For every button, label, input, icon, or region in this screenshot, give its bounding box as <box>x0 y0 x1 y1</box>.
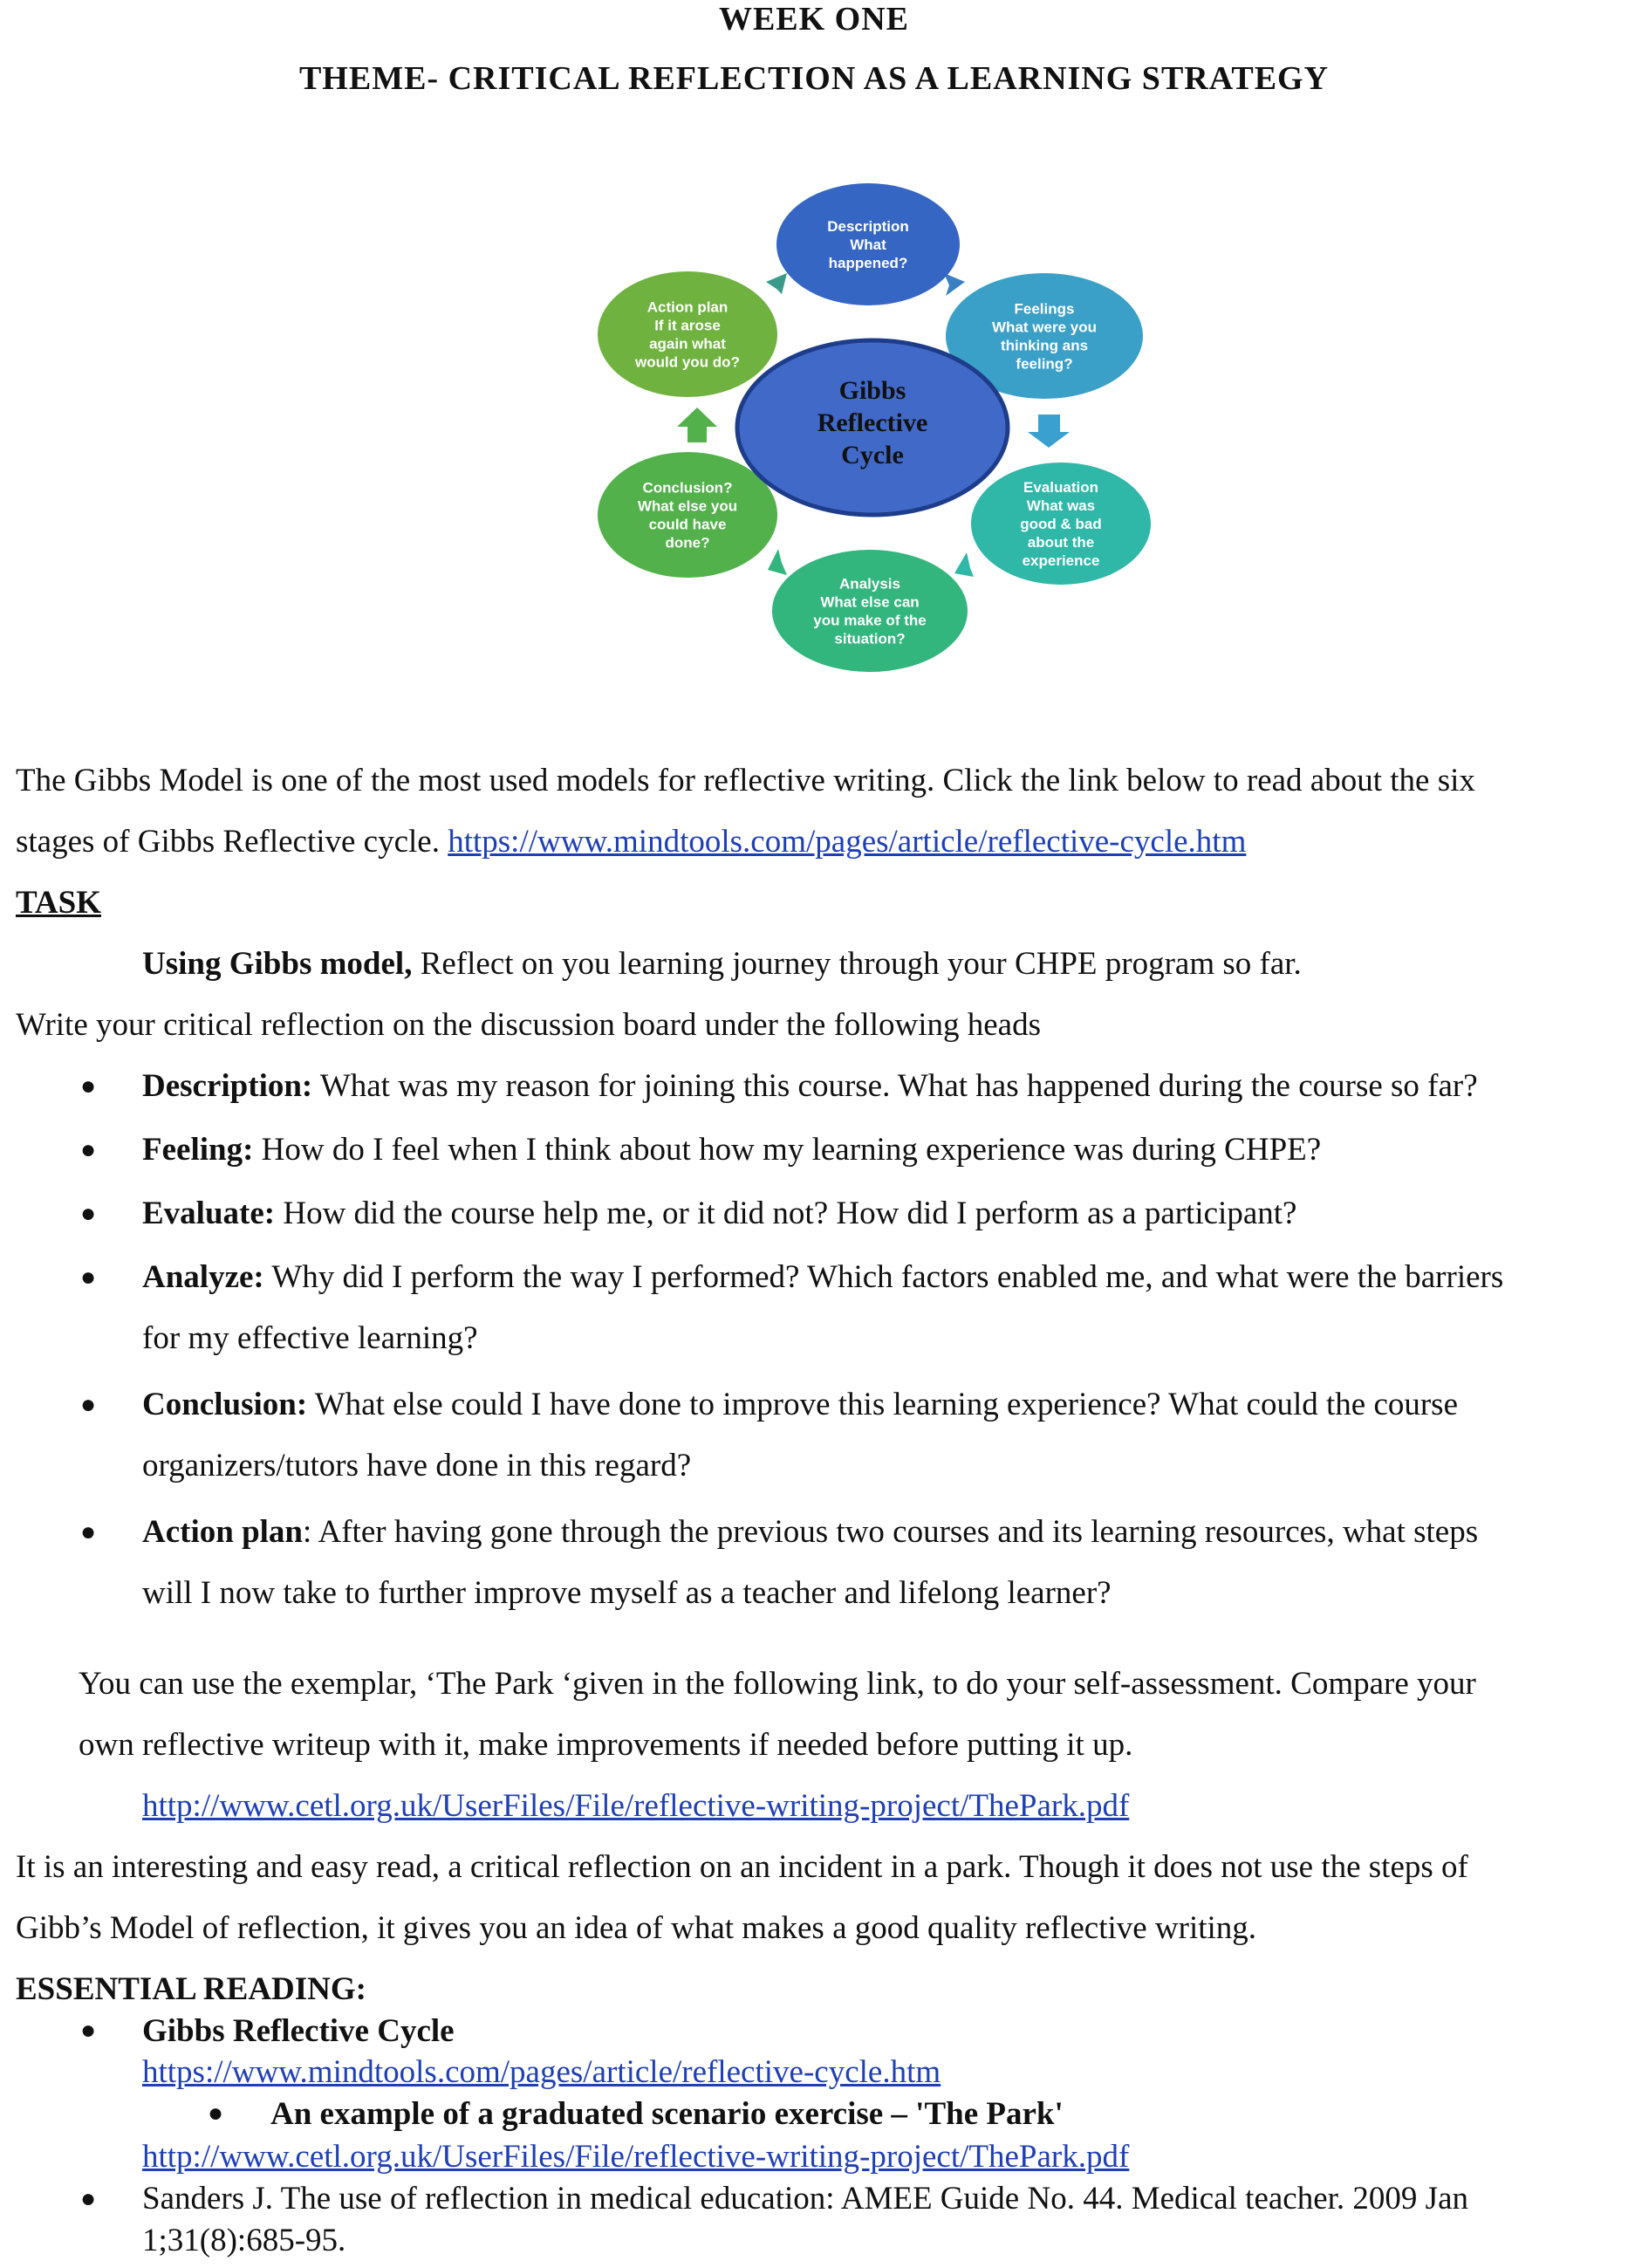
cycle-node-analysis-line: situation? <box>834 630 906 648</box>
head-bullet: ● <box>80 1390 97 1419</box>
cycle-node-analysis <box>772 550 968 672</box>
head-item <box>142 1515 1478 1550</box>
task-instruction-text: Reflect on you learning journey through your CHPE program so far. <box>412 946 1302 982</box>
reading-item-3-line-1: Sanders J. The use of reflection in medical education: AMEE Guide No. 44. Medical teacher. 2009 Jan <box>142 2181 1468 2217</box>
cycle-node-description-line: What <box>850 236 886 253</box>
head-continuation: for my effective learning? <box>142 1320 478 1356</box>
center-label-line3: Cycle <box>841 441 904 469</box>
head-continuation: will I now take to further improve myself as a teacher and lifelong learner? <box>142 1575 1112 1611</box>
reading-item-2-title: An example of a graduated scenario exercise – 'The Park' <box>270 2096 1064 2132</box>
arrow-conclusion-to-action <box>677 408 717 442</box>
cycle-node-action <box>598 271 777 397</box>
reading-item-1-link[interactable]: https://www.mindtools.com/pages/article/reflective-cycle.htm <box>142 2054 941 2090</box>
cycle-node-analysis-line: you make of the <box>813 612 927 629</box>
cycle-node-conclusion-shape <box>598 452 777 578</box>
task-heads-intro: Write your critical reflection on the discussion board under the following heads <box>16 1007 1041 1043</box>
cycle-node-analysis-title: Analysis <box>839 575 900 593</box>
center-label-line1: Gibbs <box>838 376 906 405</box>
intro-line-2 <box>16 825 1246 860</box>
head-label: Conclusion: <box>142 1387 308 1422</box>
center-label-line2: Reflective <box>817 408 928 437</box>
cycle-node-feelings-line: feeling? <box>1016 355 1073 373</box>
head-bullet: ● <box>80 1518 97 1546</box>
task-instruction <box>142 947 1302 982</box>
head-label: Evaluate: <box>142 1196 276 1231</box>
head-bullet: ● <box>80 1072 97 1100</box>
reading-item-3-line-2: 1;31(8):685-95. <box>142 2223 346 2258</box>
reading-item-2-link[interactable]: http://www.cetl.org.uk/UserFiles/File/reflective-writing-project/ThePark.pdf <box>142 2139 1130 2175</box>
cycle-node-description-title: Description <box>827 218 909 235</box>
cycle-node-description-line: happened? <box>828 255 908 271</box>
reading-bullet-3: ● <box>80 2184 97 2213</box>
head-text: : After having gone through the previous two courses and its learning resources, what steps <box>303 1514 1479 1550</box>
head-item <box>142 1133 1321 1168</box>
cycle-node-feelings-line: thinking ans <box>1000 337 1089 354</box>
intro-line-1: The Gibbs Model is one of the most used models for reflective writing. Click the link below to read about the six <box>16 763 1475 798</box>
arrow-analysis-to-conclusion <box>768 549 787 575</box>
the-park-link[interactable]: http://www.cetl.org.uk/UserFiles/File/reflective-writing-project/ThePark.pdf <box>142 1788 1130 1824</box>
task-instruction-bold: Using Gibbs model, <box>142 946 413 982</box>
head-label: Feeling: <box>142 1132 254 1168</box>
cycle-node-evaluation-line: good & bad <box>1020 516 1102 532</box>
cycle-node-evaluation-title: Evaluation <box>1023 479 1098 496</box>
exemplar-line-1: You can use the exemplar, ‘The Park ‘given in the following link, to do your self-assessment. Compare your <box>79 1666 1476 1702</box>
head-label: Action plan <box>142 1514 304 1550</box>
head-bullet: ● <box>80 1199 97 1228</box>
theme-heading: THEME- CRITICAL REFLECTION AS A LEARNING STRATEGY <box>298 60 1330 97</box>
arrow-action-to-description <box>766 273 787 294</box>
head-text: What was my reason for joining this course. What has happened during the course so far? <box>312 1068 1478 1104</box>
cycle-node-conclusion-line: done? <box>665 534 710 552</box>
cycle-node-evaluation-line: What was <box>1026 497 1096 514</box>
cycle-node-conclusion-title: Conclusion? <box>642 479 733 497</box>
head-text: How do I feel when I think about how my learning experience was during CHPE? <box>253 1132 1322 1168</box>
reading-item-1-title: Gibbs Reflective Cycle <box>142 2013 455 2049</box>
cycle-node-analysis-line: What else can <box>820 593 920 611</box>
cycle-node-evaluation-line: experience <box>1022 552 1100 569</box>
head-item <box>142 1260 1503 1295</box>
essential-reading-title: ESSENTIAL READING: <box>16 1971 366 2007</box>
week-heading: WEEK ONE <box>718 1 910 38</box>
intro-line-2-text: stages of Gibbs Reflective cycle. <box>16 824 448 860</box>
head-item <box>142 1388 1458 1422</box>
cycle-node-action-line: again what <box>649 335 726 353</box>
arrow-feelings-to-evaluation <box>1028 415 1070 448</box>
head-continuation: organizers/tutors have done in this regard? <box>142 1448 692 1483</box>
head-bullet: ● <box>80 1135 97 1164</box>
reading-bullet-2: ● <box>208 2099 224 2128</box>
cycle-node-action-line: If it arose <box>654 317 721 334</box>
cycle-node-evaluation-line: about the <box>1027 534 1095 551</box>
cycle-node-description <box>776 183 960 305</box>
arrow-description-to-feelings <box>944 273 965 296</box>
head-label: Analyze: <box>142 1259 264 1295</box>
cycle-node-feelings-title: Feelings <box>1014 300 1075 318</box>
reading-bullet-1: ● <box>80 2016 97 2045</box>
head-item <box>142 1196 1296 1231</box>
head-label: Description: <box>142 1068 313 1104</box>
head-text: What else could I have done to improve this learning experience? What could the course <box>307 1387 1459 1422</box>
head-bullet: ● <box>80 1263 97 1292</box>
task-title: TASK <box>16 885 102 921</box>
head-text: Why did I perform the way I performed? Which factors enabled me, and what were the barriers <box>263 1259 1504 1295</box>
cycle-node-analysis-shape <box>772 550 968 672</box>
exemplar-line-3: It is an interesting and easy read, a critical reflection on an incident in a park. Though it does not use the steps of <box>16 1849 1468 1885</box>
exemplar-line-2: own reflective writeup with it, make improvements if needed before putting it up. <box>79 1727 1133 1763</box>
cycle-node-feelings-line: What were you <box>992 319 1097 336</box>
cycle-node-action-title: Action plan <box>646 298 728 316</box>
mindtools-link[interactable]: https://www.mindtools.com/pages/article/reflective-cycle.htm <box>448 824 1247 860</box>
cycle-node-conclusion-line: could have <box>648 516 727 533</box>
arrow-evaluation-to-analysis <box>954 552 974 577</box>
cycle-node-conclusion <box>598 452 777 578</box>
exemplar-line-4: Gibb’s Model of reflection, it gives you an idea of what makes a good quality reflective writing. <box>16 1910 1257 1946</box>
cycle-node-evaluation <box>971 463 1151 585</box>
cycle-node-action-shape <box>598 271 777 397</box>
head-text: How did the course help me, or it did not? How did I perform as a participant? <box>275 1196 1297 1231</box>
cycle-node-conclusion-line: What else you <box>637 497 738 515</box>
gibbs-cycle-diagram <box>585 179 1160 676</box>
head-item <box>142 1069 1478 1104</box>
cycle-node-action-line: would you do? <box>635 353 740 371</box>
